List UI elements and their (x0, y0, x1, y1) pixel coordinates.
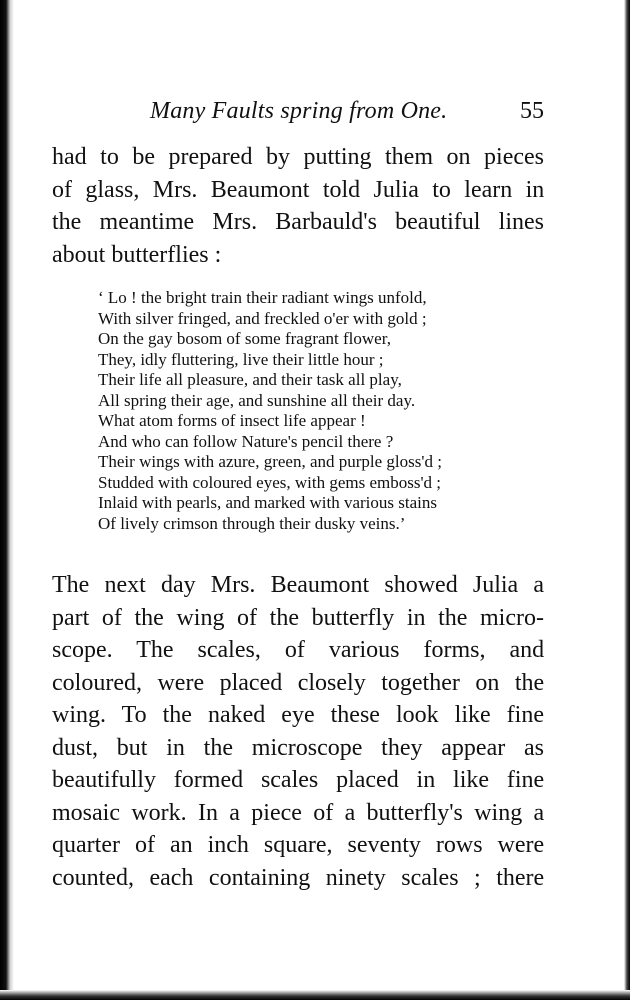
paragraph-line: The next day Mrs. Beaumont showed Julia a (52, 572, 544, 598)
poem-line: With silver fringed, and freckled o'er with gold ; (98, 308, 427, 328)
paragraph-line: coloured, were placed closely together on the (52, 669, 545, 696)
poem-line: Their wings with azure, green, and purple gloss'd ; (98, 452, 442, 471)
poem-line: Studded with coloured eyes, with gems emboss'd ; (98, 472, 442, 492)
paragraph-line: mosaic work. In a piece of a butterfly's wing a (52, 799, 545, 826)
scan-edge-right (624, 0, 630, 1000)
running-title: Many Faults spring from One. (150, 98, 448, 124)
poem-line: On the gay bosom of some fragrant flower, (98, 329, 391, 348)
page-header (0, 92, 630, 132)
scan-edge-bottom (0, 990, 630, 1000)
paragraph-line: had to be prepared by putting them on pieces (52, 144, 544, 170)
paragraph-2 (52, 569, 544, 894)
paragraph-line: the meantime Mrs. Barbauld's beautiful lines (52, 209, 544, 235)
poem-line: ‘ Lo ! the bright train their radiant wings unfold, (98, 288, 427, 307)
poem-quotation (98, 288, 528, 534)
poem-line: They, idly fluttering, live their little hour ; (98, 349, 384, 369)
poem-line: What atom forms of insect life appear ! (98, 411, 366, 430)
poem-line: Their life all pleasure, and their task all play, (98, 370, 402, 389)
poem-line: And who can follow Nature's pencil there ? (98, 431, 394, 451)
page-number: 55 (520, 98, 544, 124)
paragraph-1 (52, 141, 544, 271)
paragraph-line: of glass, Mrs. Beaumont told Julia to learn in (52, 176, 545, 203)
paragraph-line: part of the wing of the butterfly in the micro- (52, 604, 544, 631)
paragraph-line: about butterflies : (52, 241, 222, 268)
poem-line: All spring their age, and sunshine all their day. (98, 390, 416, 410)
scan-edge-left (0, 0, 14, 1000)
paragraph-line: beautifully formed scales placed in like fine (52, 767, 545, 793)
poem-line: Inlaid with pearls, and marked with various stains (98, 493, 437, 512)
paragraph-line: scope. The scales, of various forms, and (52, 637, 545, 663)
paragraph-line: counted, each containing ninety scales ; there (52, 864, 545, 891)
poem-line: Of lively crimson through their dusky veins.’ (98, 513, 406, 533)
paragraph-line: wing. To the naked eye these look like fine (52, 702, 544, 728)
paragraph-line: quarter of an inch square, seventy rows were (52, 832, 545, 858)
paragraph-line: dust, but in the microscope they appear as (52, 734, 544, 761)
